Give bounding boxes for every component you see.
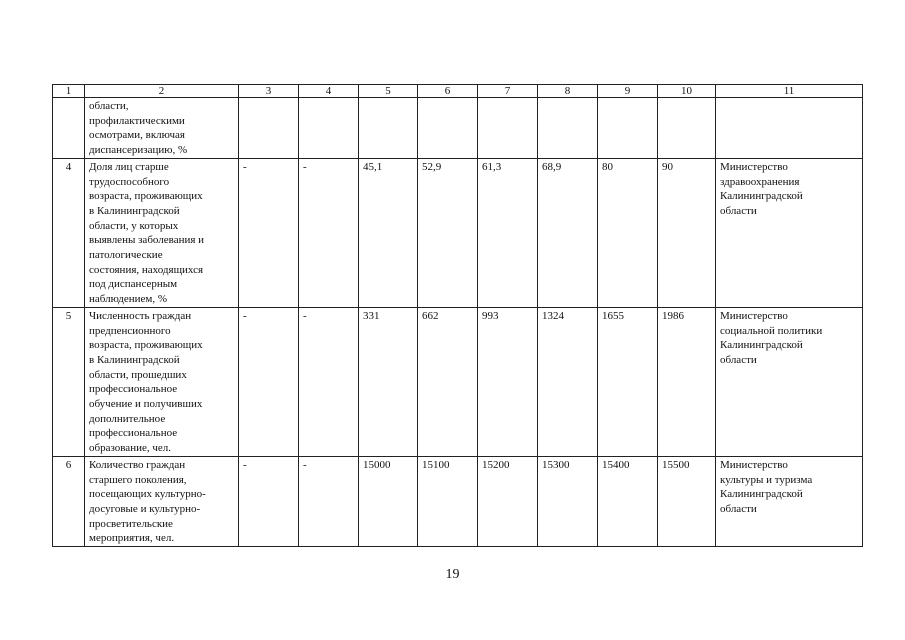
year-value-cell: [359, 98, 418, 159]
year-value-cell: 993: [478, 307, 538, 456]
year-value-cell: [658, 98, 716, 159]
year-value-cell: 331: [359, 307, 418, 456]
header-cell: 11: [716, 85, 863, 98]
page-number: 19: [445, 567, 460, 582]
responsible-cell: [716, 98, 863, 159]
year-value-cell: [598, 98, 658, 159]
row-number-cell: 5: [53, 307, 85, 456]
col3-cell: -: [239, 307, 299, 456]
year-value-cell: 1324: [538, 307, 598, 456]
year-value-cell: 662: [418, 307, 478, 456]
year-value-cell: 15100: [418, 456, 478, 546]
table-row: [53, 98, 863, 159]
header-cell: 5: [359, 85, 418, 98]
indicator-cell: Численность граждан предпенсионного возраста, проживающих в Калининградской области, прошедших профессиональное обучение и получивших дополнительное профессиональное образование, чел.: [85, 307, 239, 456]
responsible-cell: Министерство социальной политики Калининградской области: [716, 307, 863, 456]
responsible-cell: Министерство здравоохранения Калининградской области: [716, 158, 863, 307]
year-value-cell: 15000: [359, 456, 418, 546]
year-value-cell: [538, 98, 598, 159]
year-value-cell: 61,3: [478, 158, 538, 307]
table-header-row: [53, 85, 863, 98]
table-row: [53, 456, 863, 546]
col3-cell: -: [239, 158, 299, 307]
col3-cell: -: [239, 456, 299, 546]
indicator-cell: Доля лиц старше трудоспособного возраста, проживающих в Калининградской области, у которых выявлены заболевания и патологические состояния, находящихся под диспансерным наблюдением, %: [85, 158, 239, 307]
col4-cell: -: [299, 456, 359, 546]
year-value-cell: 90: [658, 158, 716, 307]
indicator-cell: Количество граждан старшего поколения, посещающих культурно- досуговые и культурно- просветительские мероприятия, чел.: [85, 456, 239, 546]
year-value-cell: 80: [598, 158, 658, 307]
col3-cell: [239, 98, 299, 159]
year-value-cell: 15200: [478, 456, 538, 546]
year-value-cell: 68,9: [538, 158, 598, 307]
header-cell: 3: [239, 85, 299, 98]
indicators-table: [52, 84, 863, 547]
year-value-cell: [418, 98, 478, 159]
row-number-cell: [53, 98, 85, 159]
col4-cell: -: [299, 307, 359, 456]
header-cell: 8: [538, 85, 598, 98]
responsible-cell: Министерство культуры и туризма Калининградской области: [716, 456, 863, 546]
year-value-cell: 15300: [538, 456, 598, 546]
header-cell: 1: [53, 85, 85, 98]
year-value-cell: 45,1: [359, 158, 418, 307]
indicator-cell: области, профилактическими осмотрами, включая диспансеризацию, %: [85, 98, 239, 159]
col4-cell: -: [299, 158, 359, 307]
header-cell: 6: [418, 85, 478, 98]
row-number-cell: 4: [53, 158, 85, 307]
table-row: [53, 158, 863, 307]
year-value-cell: 1655: [598, 307, 658, 456]
year-value-cell: 15400: [598, 456, 658, 546]
row-number-cell: 6: [53, 456, 85, 546]
year-value-cell: [478, 98, 538, 159]
col4-cell: [299, 98, 359, 159]
header-cell: 2: [85, 85, 239, 98]
table-row: [53, 307, 863, 456]
year-value-cell: 52,9: [418, 158, 478, 307]
year-value-cell: 15500: [658, 456, 716, 546]
header-cell: 4: [299, 85, 359, 98]
year-value-cell: 1986: [658, 307, 716, 456]
header-cell: 10: [658, 85, 716, 98]
header-cell: 7: [478, 85, 538, 98]
header-cell: 9: [598, 85, 658, 98]
